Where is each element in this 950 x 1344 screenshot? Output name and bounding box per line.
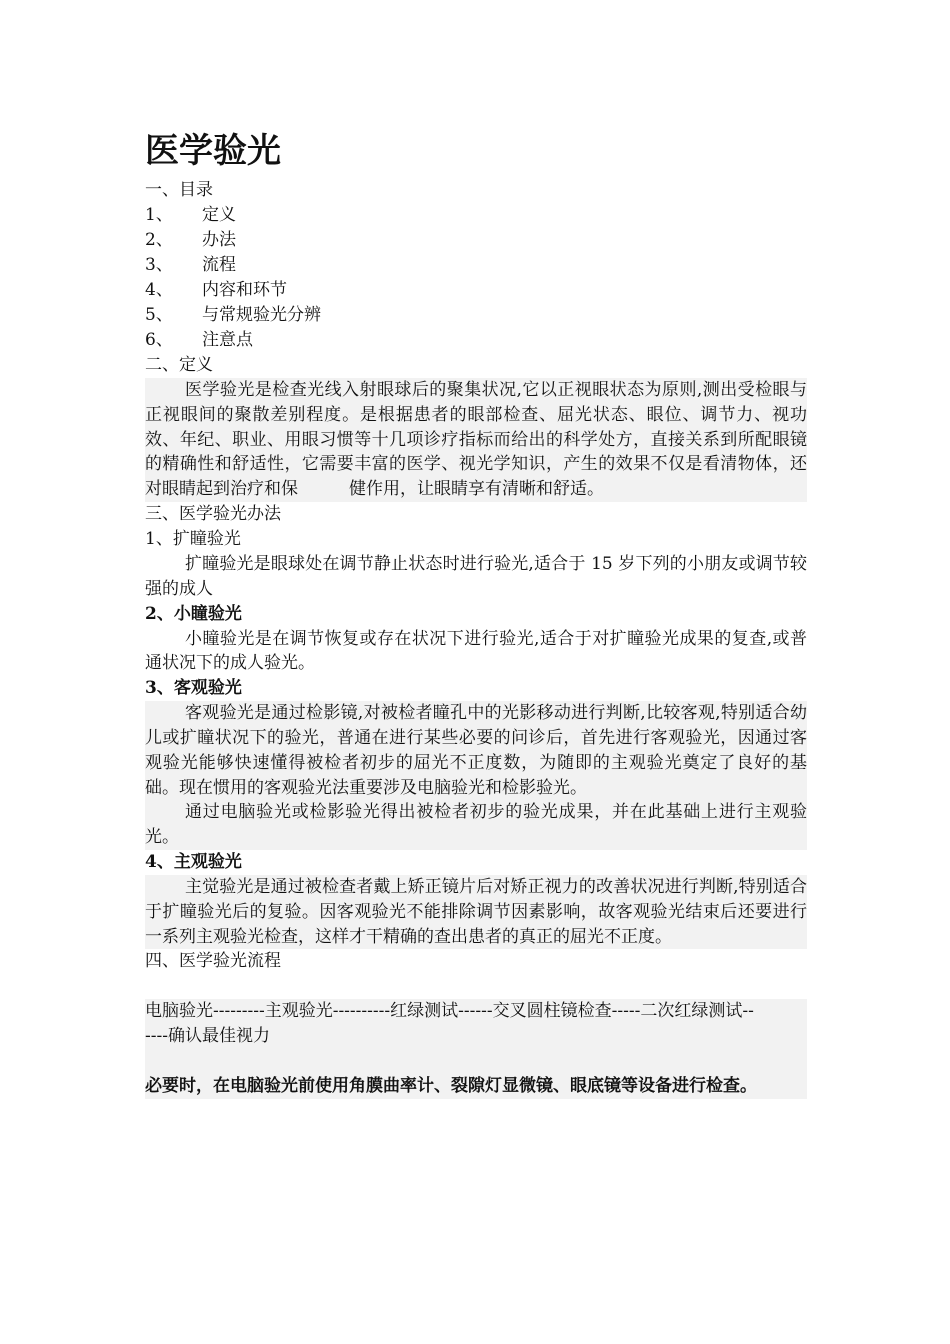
method-small-pupil-heading: 2、小瞳验光 — [145, 603, 242, 624]
toc-item — [145, 328, 807, 353]
method-small-pupil-paragraph: 小瞳验光是在调节恢复或存在状况下进行验光,适合于对扩瞳验光成果的复查,或普通状况下的成人验光。 — [145, 628, 807, 674]
method-objective-paragraph: 客观验光是通过检影镜,对被检者瞳孔中的光影移动进行判断,比较客观,特别适合幼儿或扩瞳状况下的验光，普通在进行某些必要的问诊后，首先进行客观验光，因通过客观验光能够快速懂得被检者初步的屈光不正度数，为随即的主观验光奠定了良好的基础。现在惯用的客观验光法重要涉及电脑验光和检影验光。 — [145, 703, 807, 798]
method-dilated-paragraph: 扩瞳验光是眼球处在调节静止状态时进行验光,适合于 15 岁下列的小朋友或调节较强的成人 — [145, 553, 807, 599]
spacer — [145, 1049, 807, 1074]
toc-number: 3、 — [145, 255, 173, 275]
document-body — [145, 128, 807, 1099]
toc-label: 定义 — [202, 205, 236, 225]
method-subjective-paragraph: 主觉验光是通过被检查者戴上矫正镜片后对矫正视力的改善状况进行判断,特别适合于扩瞳验光后的复验。因客观验光不能排除调节因素影响，故客观验光结束后还要进行一系列主观验光检查，这样才干精确的查出患者的真正的屈光不正度。 — [145, 875, 807, 949]
toc-list — [145, 203, 807, 353]
process-flow: 电脑验光---------主观验光----------红绿测试------交叉圆柱镜检查-----二次红绿测试------确认最佳视力 — [145, 1001, 754, 1047]
toc-label: 与常规验光分辨 — [202, 305, 321, 325]
toc-label: 注意点 — [202, 330, 253, 350]
method-objective-heading: 3、客观验光 — [145, 678, 242, 699]
toc-heading: 一、目录 — [145, 180, 213, 200]
toc-number: 1、 — [145, 205, 173, 225]
method-objective-paragraph-2: 通过电脑验光或检影验光得出被检者初步的验光成果，并在此基础上进行主观验光。 — [145, 802, 807, 848]
spacer — [145, 974, 807, 999]
methods-heading: 三、医学验光办法 — [145, 503, 281, 524]
toc-number: 4、 — [145, 280, 173, 300]
definition-heading: 二、定义 — [145, 355, 213, 375]
process-block — [145, 999, 807, 1099]
method-dilated-heading: 1、扩瞳验光 — [145, 528, 241, 549]
process-heading: 四、医学验光流程 — [145, 951, 281, 972]
toc-number: 2、 — [145, 230, 173, 250]
toc-item — [145, 253, 807, 278]
process-note: 必要时，在电脑验光前使用角膜曲率计、裂隙灯显微镜、眼底镜等设备进行检查。 — [145, 1076, 757, 1097]
toc-item — [145, 278, 807, 303]
toc-label: 内容和环节 — [202, 280, 287, 300]
document-title: 医学验光 — [145, 131, 281, 171]
toc-label: 办法 — [202, 230, 236, 250]
method-objective-block — [145, 701, 807, 850]
toc-number: 6、 — [145, 330, 173, 350]
definition-paragraph: 医学验光是检查光线入射眼球后的聚集状况,它以正视眼状态为原则,测出受检眼与正视眼间的聚散差别程度。是根据患者的眼部检查、屈光状态、眼位、调节力、视功效、年纪、职业、用眼习惯等十几项诊疗指标而给出的科学处方，直接关系到所配眼镜的精确性和舒适性，它需要丰富的医学、视光学知识，产生的效果不仅是看清物体，还对眼睛起到治疗和保 健作用，让眼睛享有清晰和舒适。 — [145, 378, 807, 502]
toc-item — [145, 203, 807, 228]
toc-number: 5、 — [145, 305, 173, 325]
toc-label: 流程 — [202, 255, 236, 275]
toc-item — [145, 303, 807, 328]
toc-item — [145, 228, 807, 253]
method-subjective-heading: 4、主观验光 — [145, 851, 242, 872]
